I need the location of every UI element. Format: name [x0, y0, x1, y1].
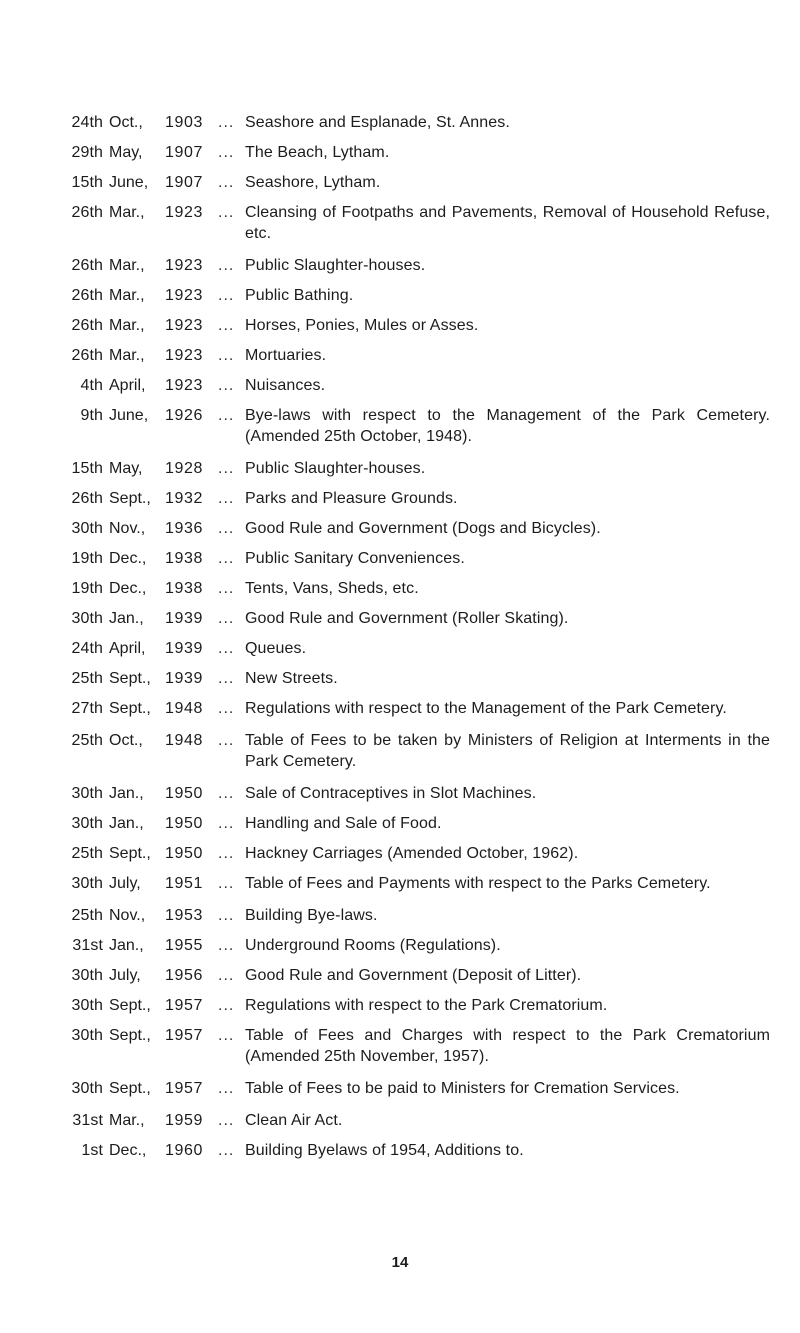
entry-description: Seashore and Esplanade, St. Annes.: [245, 114, 510, 131]
entry-description: Underground Rooms (Regulations).: [245, 937, 501, 954]
list-item: [0, 518, 800, 539]
entry-month: June,: [109, 174, 149, 191]
entry-date: [0, 783, 245, 804]
list-item: [0, 142, 800, 163]
leader-dots: ...: [218, 144, 235, 161]
leader-dots: ...: [218, 700, 235, 717]
list-item: [0, 668, 800, 689]
list-item: [0, 1140, 800, 1161]
entry-day: 30th: [71, 1080, 103, 1097]
entry-day: 1st: [81, 1142, 103, 1159]
leader-dots: ...: [218, 907, 235, 924]
list-item: [0, 112, 800, 133]
leader-dots: ...: [218, 1080, 235, 1097]
entry-year: 1923: [165, 257, 203, 274]
entry-day: 24th: [71, 640, 103, 657]
entry-date: [0, 1078, 245, 1099]
entry-month: Sept.,: [109, 1027, 151, 1044]
entry-description: Good Rule and Government (Deposit of Litter).: [245, 967, 582, 984]
entry-description: Tents, Vans, Sheds, etc.: [245, 580, 419, 597]
entry-date: [0, 375, 245, 396]
leader-dots: ...: [218, 460, 235, 477]
entry-month: Dec.,: [109, 1142, 147, 1159]
entry-year: 1939: [165, 640, 203, 657]
entry-year: 1923: [165, 377, 203, 394]
entry-month: Dec.,: [109, 550, 147, 567]
entry-month: Nov.,: [109, 520, 146, 537]
list-item: [0, 935, 800, 956]
leader-dots: ...: [218, 967, 235, 984]
entry-description: Table of Fees and Charges with respect to the Park Crematorium (Amended 25th November, 1957).: [245, 1027, 770, 1065]
entry-date: [0, 578, 245, 599]
leader-dots: ...: [218, 997, 235, 1014]
leader-dots: ...: [218, 317, 235, 334]
entry-year: 1936: [165, 520, 203, 537]
leader-dots: ...: [218, 1142, 235, 1159]
entry-description: Good Rule and Government (Dogs and Bicycles).: [245, 520, 601, 537]
entry-description: New Streets.: [245, 670, 338, 687]
entry-day: 25th: [71, 907, 103, 924]
entry-day: 30th: [71, 1027, 103, 1044]
entry-year: 1923: [165, 347, 203, 364]
entry-day: 15th: [71, 460, 103, 477]
leader-dots: ...: [218, 670, 235, 687]
entry-description: Public Slaughter-houses.: [245, 257, 426, 274]
entry-date: [0, 345, 245, 366]
entry-year: 1951: [165, 875, 203, 892]
entry-day: 19th: [71, 580, 103, 597]
leader-dots: ...: [218, 732, 235, 749]
entry-date: [0, 935, 245, 956]
entry-day: 26th: [71, 204, 103, 221]
entry-year: 1938: [165, 550, 203, 567]
entry-month: Sept.,: [109, 700, 151, 717]
leader-dots: ...: [218, 1112, 235, 1129]
entry-date: [0, 285, 245, 306]
list-item: [0, 345, 800, 366]
list-item: [0, 813, 800, 834]
list-item: [0, 1025, 800, 1067]
entry-day: 25th: [71, 670, 103, 687]
entry-day: 30th: [71, 967, 103, 984]
entry-description: Building Bye-laws.: [245, 907, 378, 924]
entry-day: 30th: [71, 520, 103, 537]
entry-day: 4th: [80, 377, 103, 394]
entry-day: 26th: [71, 490, 103, 507]
entry-date: [0, 488, 245, 509]
entry-date: [0, 255, 245, 276]
entry-date: [0, 905, 245, 926]
list-item: [0, 488, 800, 509]
entry-year: 1956: [165, 967, 203, 984]
entry-date: [0, 843, 245, 864]
entry-month: Mar.,: [109, 347, 145, 364]
entry-year: 1907: [165, 144, 203, 161]
entry-month: Mar.,: [109, 1112, 145, 1129]
entry-month: July,: [109, 875, 141, 892]
entry-month: Mar.,: [109, 317, 145, 334]
entry-day: 26th: [71, 257, 103, 274]
entry-month: June,: [109, 407, 149, 424]
entry-day: 24th: [71, 114, 103, 131]
list-item: [0, 315, 800, 336]
entry-date: [0, 995, 245, 1016]
entry-date: [0, 668, 245, 689]
entry-year: 1903: [165, 114, 203, 131]
list-item: [0, 255, 800, 276]
entry-year: 1948: [165, 732, 203, 749]
list-item: [0, 548, 800, 569]
leader-dots: ...: [218, 490, 235, 507]
entry-date: [0, 518, 245, 539]
entry-date: [0, 730, 245, 772]
entry-day: 26th: [71, 317, 103, 334]
entry-date: [0, 813, 245, 834]
entry-month: Jan.,: [109, 937, 144, 954]
entry-year: 1957: [165, 997, 203, 1014]
list-item: [0, 202, 800, 244]
entry-month: Mar.,: [109, 204, 145, 221]
entry-month: May,: [109, 144, 143, 161]
list-item: [0, 578, 800, 599]
list-item: [0, 783, 800, 804]
entry-date: [0, 405, 245, 447]
entry-description: Public Slaughter-houses.: [245, 460, 426, 477]
leader-dots: ...: [218, 550, 235, 567]
entry-day: 30th: [71, 875, 103, 892]
list-item: [0, 375, 800, 396]
entry-year: 1926: [165, 407, 203, 424]
entry-year: 1907: [165, 174, 203, 191]
entry-day: 30th: [71, 815, 103, 832]
entry-description: Parks and Pleasure Grounds.: [245, 490, 458, 507]
entry-date: [0, 202, 245, 244]
entry-year: 1932: [165, 490, 203, 507]
list-item: [0, 608, 800, 629]
entry-year: 1939: [165, 670, 203, 687]
entry-year: 1923: [165, 204, 203, 221]
entry-day: 25th: [71, 732, 103, 749]
entry-month: Mar.,: [109, 257, 145, 274]
leader-dots: ...: [218, 257, 235, 274]
list-item: [0, 405, 800, 447]
entry-day: 30th: [71, 785, 103, 802]
leader-dots: ...: [218, 407, 235, 424]
entry-description: Good Rule and Government (Roller Skating).: [245, 610, 569, 627]
entry-description: Table of Fees to be paid to Ministers for Cremation Services.: [245, 1080, 680, 1097]
entry-date: [0, 1140, 245, 1161]
list-item: [0, 458, 800, 479]
leader-dots: ...: [218, 1027, 235, 1044]
entry-description: Clean Air Act.: [245, 1112, 343, 1129]
entry-description: Horses, Ponies, Mules or Asses.: [245, 317, 479, 334]
entry-description: Mortuaries.: [245, 347, 327, 364]
entry-date: [0, 698, 245, 719]
entry-description: The Beach, Lytham.: [245, 144, 390, 161]
entry-month: Sept.,: [109, 845, 151, 862]
list-item: [0, 172, 800, 193]
entry-day: 31st: [72, 1112, 103, 1129]
entry-date: [0, 1025, 245, 1067]
page-number: 14: [391, 1254, 409, 1271]
entry-month: Jan.,: [109, 785, 144, 802]
list-item: [0, 1078, 800, 1099]
leader-dots: ...: [218, 580, 235, 597]
entry-day: 30th: [71, 610, 103, 627]
entry-year: 1938: [165, 580, 203, 597]
list-item: [0, 730, 800, 772]
list-item: [0, 873, 800, 894]
entry-day: 26th: [71, 347, 103, 364]
entry-month: July,: [109, 967, 141, 984]
entry-day: 25th: [71, 845, 103, 862]
entry-month: Oct.,: [109, 114, 143, 131]
entry-year: 1957: [165, 1027, 203, 1044]
entry-day: 19th: [71, 550, 103, 567]
entry-description: Regulations with respect to the Park Crematorium.: [245, 997, 608, 1014]
entry-year: 1923: [165, 287, 203, 304]
entry-day: 15th: [71, 174, 103, 191]
entry-year: 1950: [165, 815, 203, 832]
entry-day: 31st: [72, 937, 103, 954]
entry-date: [0, 458, 245, 479]
leader-dots: ...: [218, 520, 235, 537]
entry-date: [0, 965, 245, 986]
byelaws-list: [0, 112, 800, 1170]
entry-day: 27th: [71, 700, 103, 717]
list-item: [0, 1110, 800, 1131]
entry-date: [0, 172, 245, 193]
entry-year: 1959: [165, 1112, 203, 1129]
entry-year: 1950: [165, 845, 203, 862]
entry-description: Cleansing of Footpaths and Pavements, Removal of Household Refuse, etc.: [245, 204, 770, 242]
entry-date: [0, 608, 245, 629]
leader-dots: ...: [218, 875, 235, 892]
entry-day: 30th: [71, 997, 103, 1014]
leader-dots: ...: [218, 610, 235, 627]
leader-dots: ...: [218, 287, 235, 304]
entry-month: Oct.,: [109, 732, 143, 749]
entry-description: Building Byelaws of 1954, Additions to.: [245, 1142, 524, 1159]
entry-month: Nov.,: [109, 907, 146, 924]
list-item: [0, 995, 800, 1016]
entry-description: Public Sanitary Conveniences.: [245, 550, 465, 567]
entry-day: 29th: [71, 144, 103, 161]
entry-description: Table of Fees to be taken by Ministers of Religion at Interments in the Park Cemetery.: [245, 732, 770, 770]
entry-date: [0, 548, 245, 569]
list-item: [0, 965, 800, 986]
entry-month: Dec.,: [109, 580, 147, 597]
leader-dots: ...: [218, 815, 235, 832]
entry-month: Jan.,: [109, 610, 144, 627]
entry-description: Nuisances.: [245, 377, 326, 394]
entry-year: 1960: [165, 1142, 203, 1159]
leader-dots: ...: [218, 377, 235, 394]
entry-description: Table of Fees and Payments with respect to the Parks Cemetery.: [245, 875, 711, 892]
entry-year: 1939: [165, 610, 203, 627]
entry-date: [0, 1110, 245, 1131]
entry-date: [0, 638, 245, 659]
entry-description: Handling and Sale of Food.: [245, 815, 442, 832]
leader-dots: ...: [218, 845, 235, 862]
entry-month: Sept.,: [109, 490, 151, 507]
entry-year: 1957: [165, 1080, 203, 1097]
entry-year: 1953: [165, 907, 203, 924]
leader-dots: ...: [218, 785, 235, 802]
entry-description: Sale of Contraceptives in Slot Machines.: [245, 785, 537, 802]
entry-description: Bye-laws with respect to the Management of the Park Cemetery. (Amended 25th October, 1948).: [245, 407, 770, 445]
entry-year: 1928: [165, 460, 203, 477]
entry-year: 1923: [165, 317, 203, 334]
entry-month: May,: [109, 460, 143, 477]
entry-month: Sept.,: [109, 670, 151, 687]
list-item: [0, 285, 800, 306]
entry-description: Seashore, Lytham.: [245, 174, 381, 191]
leader-dots: ...: [218, 174, 235, 191]
entry-year: 1948: [165, 700, 203, 717]
list-item: [0, 638, 800, 659]
entry-description: Hackney Carriages (Amended October, 1962).: [245, 845, 579, 862]
entry-year: 1950: [165, 785, 203, 802]
entry-year: 1955: [165, 937, 203, 954]
entry-month: Jan.,: [109, 815, 144, 832]
entry-month: April,: [109, 377, 146, 394]
leader-dots: ...: [218, 204, 235, 221]
entry-month: Sept.,: [109, 1080, 151, 1097]
entry-description: Regulations with respect to the Management of the Park Cemetery.: [245, 700, 727, 717]
list-item: [0, 698, 800, 719]
leader-dots: ...: [218, 114, 235, 131]
entry-date: [0, 315, 245, 336]
entry-month: Mar.,: [109, 287, 145, 304]
entry-day: 26th: [71, 287, 103, 304]
list-item: [0, 843, 800, 864]
entry-day: 9th: [80, 407, 103, 424]
list-item: [0, 905, 800, 926]
entry-month: Sept.,: [109, 997, 151, 1014]
leader-dots: ...: [218, 937, 235, 954]
entry-date: [0, 112, 245, 133]
entry-description: Public Bathing.: [245, 287, 354, 304]
leader-dots: ...: [218, 347, 235, 364]
entry-date: [0, 142, 245, 163]
entry-month: April,: [109, 640, 146, 657]
entry-description: Queues.: [245, 640, 307, 657]
entry-date: [0, 873, 245, 894]
leader-dots: ...: [218, 640, 235, 657]
